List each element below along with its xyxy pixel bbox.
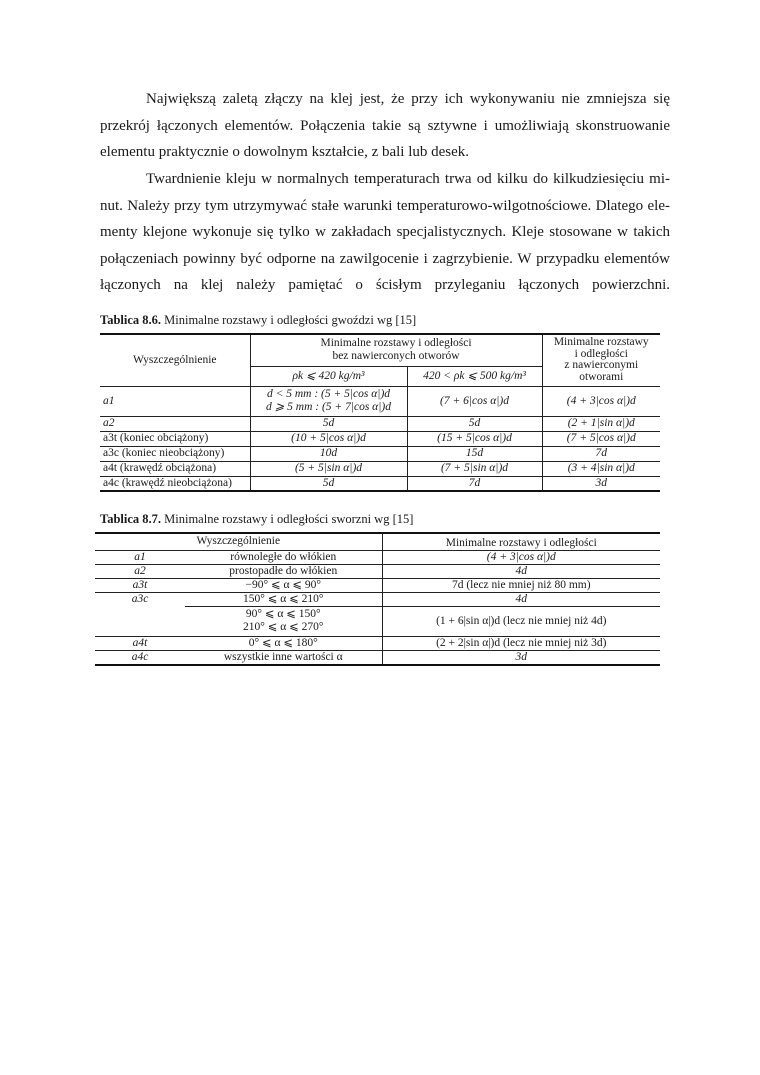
table-cell: równoległe do włókien — [185, 550, 382, 564]
table-row — [100, 431, 660, 446]
header-text: Minimalne rozstawy i odległości — [320, 337, 472, 350]
header-text: Minimalne rozstawy — [553, 336, 649, 349]
header-cell: 420 < ρk ⩽ 500 kg/m³ — [407, 366, 542, 386]
header-cell: Wyszczególnienie — [95, 533, 382, 550]
table-8-6-caption — [100, 313, 416, 328]
row-label: a2 — [100, 416, 250, 431]
row-label: a4t (krawędź obciążona) — [100, 461, 250, 476]
table-cell: 3d — [542, 476, 660, 491]
table-cell: (4 + 3|cos α|)d — [542, 386, 660, 416]
header-text: otworami — [579, 370, 624, 383]
header-cell: Wyszczególnienie — [100, 334, 250, 386]
table-row — [100, 461, 660, 476]
table-8-7-caption — [100, 512, 413, 527]
table-row — [95, 564, 660, 578]
cell-line: 210° ⩽ α ⩽ 270° — [243, 621, 324, 633]
table-cell: (5 + 5|sin α|)d — [250, 461, 407, 476]
table-cell: 7d (lecz nie mniej niż 80 mm) — [382, 578, 660, 592]
caption-number: Tablica 8.6. — [100, 313, 162, 327]
header-text: bez nawierconych otworów — [332, 350, 460, 363]
table-cell: 3d — [382, 650, 660, 665]
header-group-cell — [250, 334, 542, 366]
row-label: a3c — [95, 592, 185, 636]
table-header-row — [100, 334, 660, 366]
table-cell: 0° ⩽ α ⩽ 180° — [185, 636, 382, 650]
row-label: a2 — [95, 564, 185, 578]
table-cell: (7 + 5|cos α|)d — [542, 431, 660, 446]
table-header-row — [95, 533, 660, 550]
table-cell: 5d — [407, 416, 542, 431]
table-cell: (2 + 1|sin α|)d — [542, 416, 660, 431]
paragraph-2 — [100, 166, 670, 299]
table-row — [95, 550, 660, 564]
table-row — [95, 592, 660, 606]
table-row — [95, 650, 660, 665]
caption-number: Tablica 8.7. — [100, 512, 162, 526]
table-cell: (2 + 2|sin α|)d (lecz nie mniej niż 3d) — [382, 636, 660, 650]
cell-line: d < 5 mm : (5 + 5|cos α|)d — [266, 388, 391, 400]
table-row — [95, 636, 660, 650]
table-cell: −90° ⩽ α ⩽ 90° — [185, 578, 382, 592]
header-text: i odległości — [574, 347, 628, 360]
header-cell: Minimalne rozstawy i odległości — [382, 533, 660, 550]
paragraph-line: Największą zaletą złączy na klej jest, że przy ich wykonywaniu nie zmniejsza się — [146, 91, 670, 107]
table-cell: 7d — [407, 476, 542, 491]
cell-line: 90° ⩽ α ⩽ 150° — [245, 608, 321, 620]
table-cell: (7 + 5|sin α|)d — [407, 461, 542, 476]
caption-text: Minimalne rozstawy i odległości sworzni wg [15] — [161, 512, 414, 526]
table-cell: (10 + 5|cos α|)d — [250, 431, 407, 446]
row-label: a1 — [100, 386, 250, 416]
row-label: a3t (koniec obciążony) — [100, 431, 250, 446]
table-cell: 15d — [407, 446, 542, 461]
table-cell: 5d — [250, 416, 407, 431]
paragraph-line: przekrój łączonych elementów. Połączenia takie są sztywne i umożliwiają skonstruowanie — [100, 117, 670, 134]
table-row — [100, 446, 660, 461]
table-cell: 7d — [542, 446, 660, 461]
caption-text: Minimalne rozstawy i odległości gwoździ wg [15] — [161, 313, 417, 327]
table-cell: 5d — [250, 476, 407, 491]
table-row — [95, 578, 660, 592]
table-cell: (3 + 4|sin α|)d — [542, 461, 660, 476]
table-cell: 4d — [382, 592, 660, 606]
table-row — [100, 416, 660, 431]
table-cell: (15 + 5|cos α|)d — [407, 431, 542, 446]
header-cell: ρk ⩽ 420 kg/m³ — [250, 366, 407, 386]
table-cell — [250, 386, 407, 416]
table-row — [100, 386, 660, 416]
row-label: a1 — [95, 550, 185, 564]
table-8-6 — [100, 333, 660, 492]
header-text: z nawierconymi — [564, 359, 639, 372]
paragraph-line: połączeniach powinny być odporne na zawilgocenie i zagrzybienie. W przypadku elementów — [100, 250, 670, 267]
row-label: a4t — [95, 636, 185, 650]
table-8-7 — [95, 532, 660, 666]
paragraph-line: nut. Należy przy tym utrzymywać stałe warunki temperaturowo-wilgotnościowe. Dlatego ele- — [100, 197, 670, 214]
table-cell: prostopadłe do włókien — [185, 564, 382, 578]
header-cell — [542, 334, 660, 386]
row-label: a3c (koniec nieobciążony) — [100, 446, 250, 461]
table-cell: 150° ⩽ α ⩽ 210° — [185, 592, 382, 606]
table-cell: (1 + 6|sin α|)d (lecz nie mniej niż 4d) — [382, 606, 660, 636]
table-cell: wszystkie inne wartości α — [185, 650, 382, 665]
paragraph-line: menty klejone wykonuje się tylko w zakładach specjalistycznych. Kleje stosowane w takich — [100, 224, 670, 240]
table-cell — [185, 606, 382, 636]
table-cell: (4 + 3|cos α|)d — [382, 550, 660, 564]
row-label: a4c — [95, 650, 185, 665]
table-cell: 4d — [382, 564, 660, 578]
paragraph-line: elementu praktycznie o dowolnym kształcie, z bali lub desek. — [100, 144, 470, 160]
row-label: a3t — [95, 578, 185, 592]
row-label: a4c (krawędź nieobciążona) — [100, 476, 250, 491]
table-cell: 10d — [250, 446, 407, 461]
paragraph-line: Twardnienie kleju w normalnych temperaturach trwa od kilku do kilkudziesięciu mi- — [146, 171, 670, 187]
paragraph-1 — [100, 86, 670, 166]
table-row — [100, 476, 660, 491]
table-cell: (7 + 6|cos α|)d — [407, 386, 542, 416]
paragraph-line: łączonych na klej należy pamiętać o ścisłym przyleganiu łączonych powierzchni. — [100, 277, 670, 293]
cell-line: d ⩾ 5 mm : (5 + 7|cos α|)d — [266, 401, 391, 413]
